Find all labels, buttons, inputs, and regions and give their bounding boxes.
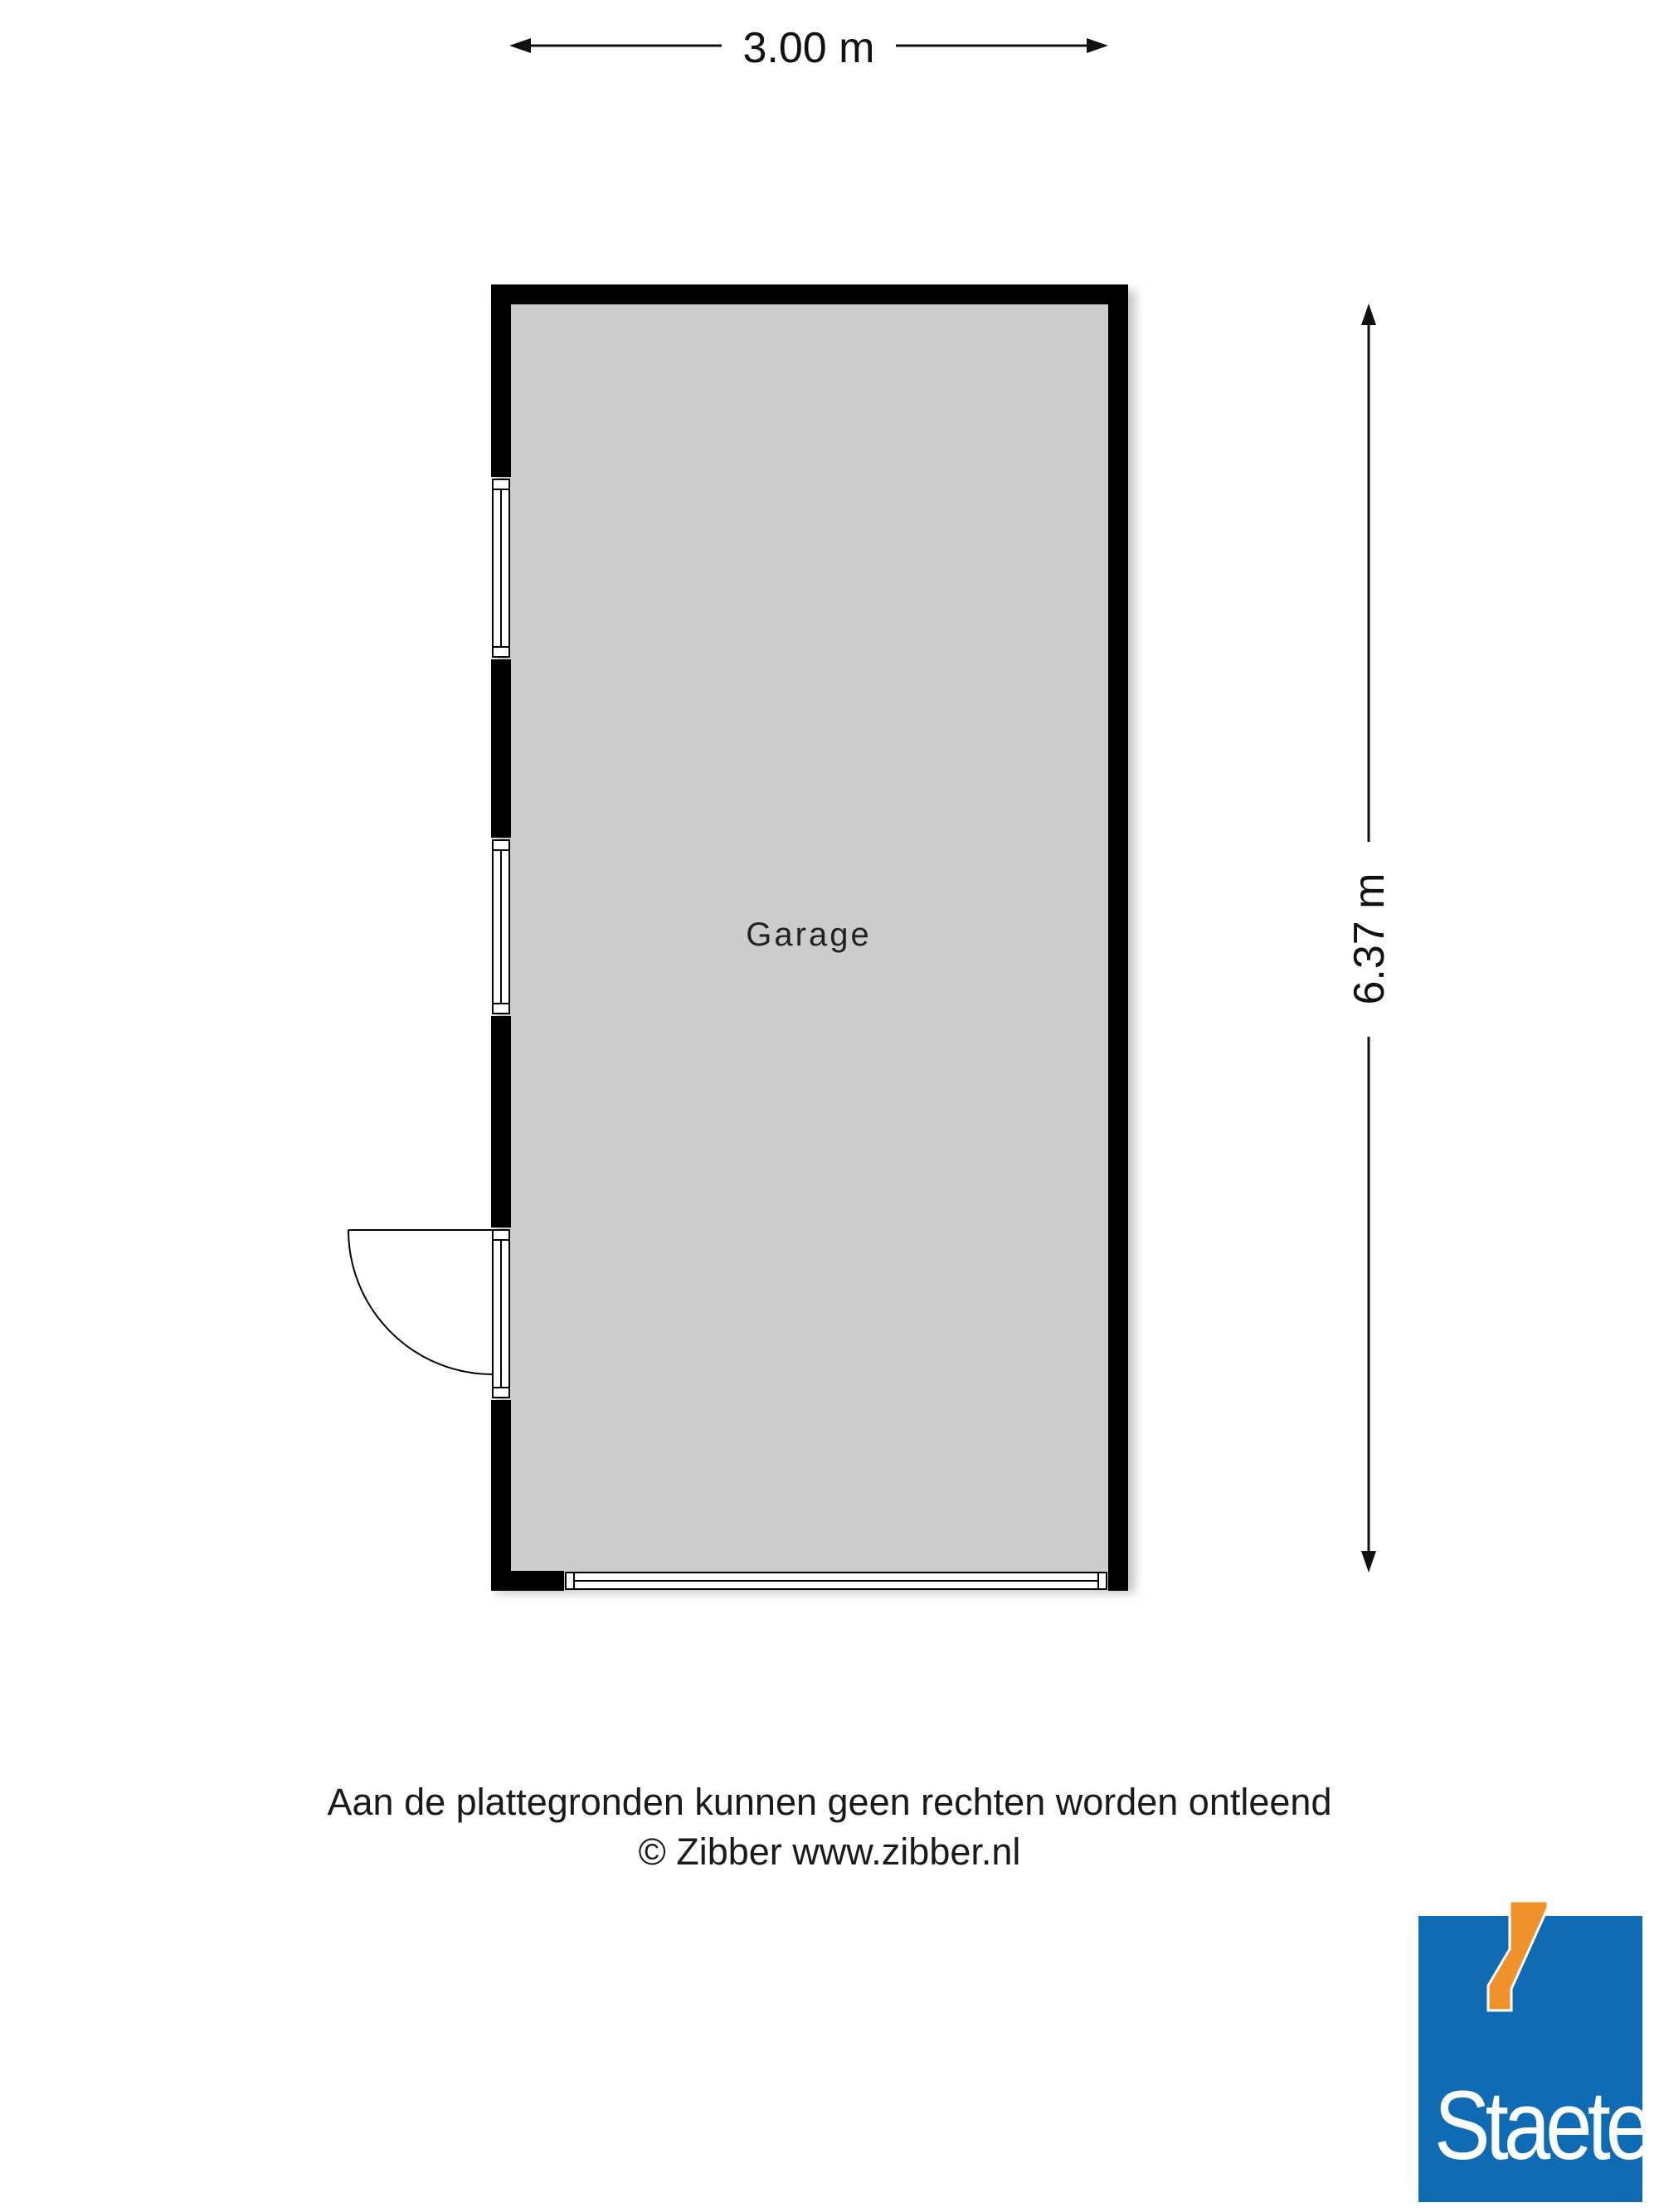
side-door: [348, 1230, 509, 1398]
width-dimension: [509, 24, 1108, 72]
window-middle: [493, 840, 509, 1014]
logo-mark-icon: [1418, 1899, 1651, 2090]
copyright-text: © Zibber www.zibber.nl: [638, 1830, 1021, 1873]
height-dimension: [1345, 304, 1394, 1573]
garage-door: [566, 1573, 1107, 1589]
width-label: 3.00 m: [742, 24, 875, 72]
door-swing-arc: [348, 1230, 493, 1374]
arrow-up-icon: [1361, 304, 1376, 325]
arrow-left-icon: [509, 38, 531, 53]
disclaimer-text: Aan de plattegronden kunnen geen rechten worden ontleend: [327, 1781, 1332, 1823]
arrow-down-icon: [1361, 1551, 1376, 1573]
arrow-right-icon: [1087, 38, 1108, 53]
staete-logo: [1418, 1899, 1651, 2206]
height-label: 6.37 m: [1345, 873, 1394, 1005]
logo-wordmark: Staete: [1433, 2071, 1648, 2180]
room-label: Garage: [746, 916, 872, 953]
window-upper: [493, 479, 509, 657]
